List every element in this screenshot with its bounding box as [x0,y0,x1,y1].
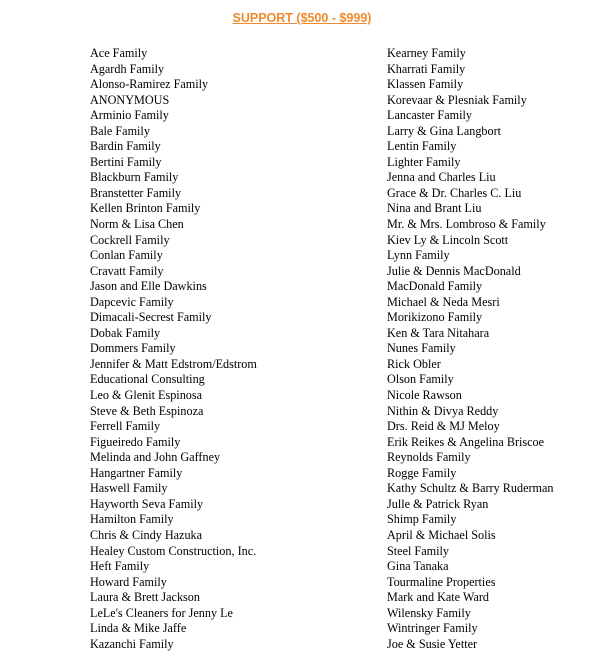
donor-name: Rick Obler [387,356,441,371]
donor-name: Nithin & Divya Reddy [387,403,499,418]
donor-name: Rogge Family [387,465,457,480]
donor-name: Agardh Family [90,61,165,76]
donor-name: ANONYMOUS [90,92,170,107]
donor-list-right [387,46,554,652]
donor-name: Nicole Rawson [387,388,462,403]
donor-name: Branstetter Family [90,185,182,200]
donor-name: Cravatt Family [90,263,164,278]
donor-name: Klassen Family [387,77,464,92]
donor-name: Leo & Glenit Espinosa [90,388,203,403]
donor-name: Steel Family [387,543,449,558]
donor-name: Dimacali-Secrest Family [90,310,212,325]
donor-name: Larry & Gina Langbort [387,123,502,138]
donor-name: Bardin Family [90,139,161,154]
donor-name: Linda & Mike Jaffe [90,621,187,636]
donor-name: Drs. Reid & MJ Meloy [387,419,500,434]
donor-name: Kathy Schultz & Barry Ruderman [387,481,554,496]
donor-name: Healey Custom Construction, Inc. [90,543,257,558]
donor-name: Kiev Ly & Lincoln Scott [387,232,509,247]
donor-name: Ken & Tara Nitahara [387,325,490,340]
donor-name: Dobak Family [90,325,161,340]
donor-name: Erik Reikes & Angelina Briscoe [387,434,545,449]
donor-name: Joe & Susie Yetter [387,636,478,651]
donor-name: Conlan Family [90,248,163,263]
donor-name: Reynolds Family [387,450,471,465]
donor-name: Hangartner Family [90,465,183,480]
donor-name: Figueiredo Family [90,434,181,449]
donor-name: Morikizono Family [387,310,483,325]
donor-name: Bale Family [90,123,150,138]
donor-name: Heft Family [90,559,150,574]
donor-name: Korevaar & Plesniak Family [387,92,527,107]
donor-name: Hamilton Family [90,512,174,527]
donor-name: Mr. & Mrs. Lombroso & Family [387,217,546,232]
donor-name: MacDonald Family [387,279,483,294]
donor-name: Jason and Elle Dawkins [90,279,207,294]
donor-name: Ferrell Family [90,419,161,434]
donor-name: Julie & Dennis MacDonald [387,263,521,278]
donor-name: Jenna and Charles Liu [387,170,496,185]
donor-name: Ace Family [90,46,148,60]
donor-name: Kharrati Family [387,61,466,76]
donor-name: Nunes Family [387,341,456,356]
donor-name: Gina Tanaka [387,559,449,574]
donor-name: Cockrell Family [90,232,170,247]
donor-name: Hayworth Seva Family [90,496,204,511]
donor-name: April & Michael Solis [387,527,496,542]
donor-name: Mark and Kate Ward [387,590,490,605]
donor-name: Wintringer Family [387,621,478,636]
donor-name: Howard Family [90,574,167,589]
donor-name: Olson Family [387,372,454,387]
donor-name: Alonso-Ramirez Family [90,77,209,92]
donor-name: Blackburn Family [90,170,179,185]
donor-name: Wilensky Family [387,605,471,620]
donor-name: Julle & Patrick Ryan [387,496,489,511]
donor-name: Lancaster Family [387,108,472,123]
donor-name: Kellen Brinton Family [90,201,201,216]
donor-name: Melinda and John Gaffney [90,450,221,465]
donor-name: Lighter Family [387,154,461,169]
donor-name: Steve & Beth Espinoza [90,403,204,418]
donor-name: Laura & Brett Jackson [90,590,200,605]
donor-name: Dapcevic Family [90,294,174,309]
donor-list-left [90,46,257,652]
donor-name: Tourmaline Properties [387,574,496,589]
donor-name: Lynn Family [387,248,450,263]
donor-name: Grace & Dr. Charles C. Liu [387,185,522,200]
donor-name: Kazanchi Family [90,636,174,651]
donor-name: Shimp Family [387,512,457,527]
donor-name: Kearney Family [387,46,466,60]
section-heading: SUPPORT ($500 - $999) [232,11,372,25]
donor-name: Jennifer & Matt Edstrom/Edstrom [90,356,257,371]
donor-name: Chris & Cindy Hazuka [90,527,203,542]
donor-name: Bertini Family [90,154,162,169]
donor-name: Dommers Family [90,341,176,356]
donor-name: Haswell Family [90,481,168,496]
donor-name: Norm & Lisa Chen [90,217,184,232]
donor-name: LeLe's Cleaners for Jenny Le [90,605,233,620]
donor-name: Nina and Brant Liu [387,201,482,216]
donor-name: Lentin Family [387,139,457,154]
donor-name: Arminio Family [90,108,169,123]
donor-name: Michael & Neda Mesri [387,294,500,309]
donor-name: Educational Consulting [90,372,205,387]
